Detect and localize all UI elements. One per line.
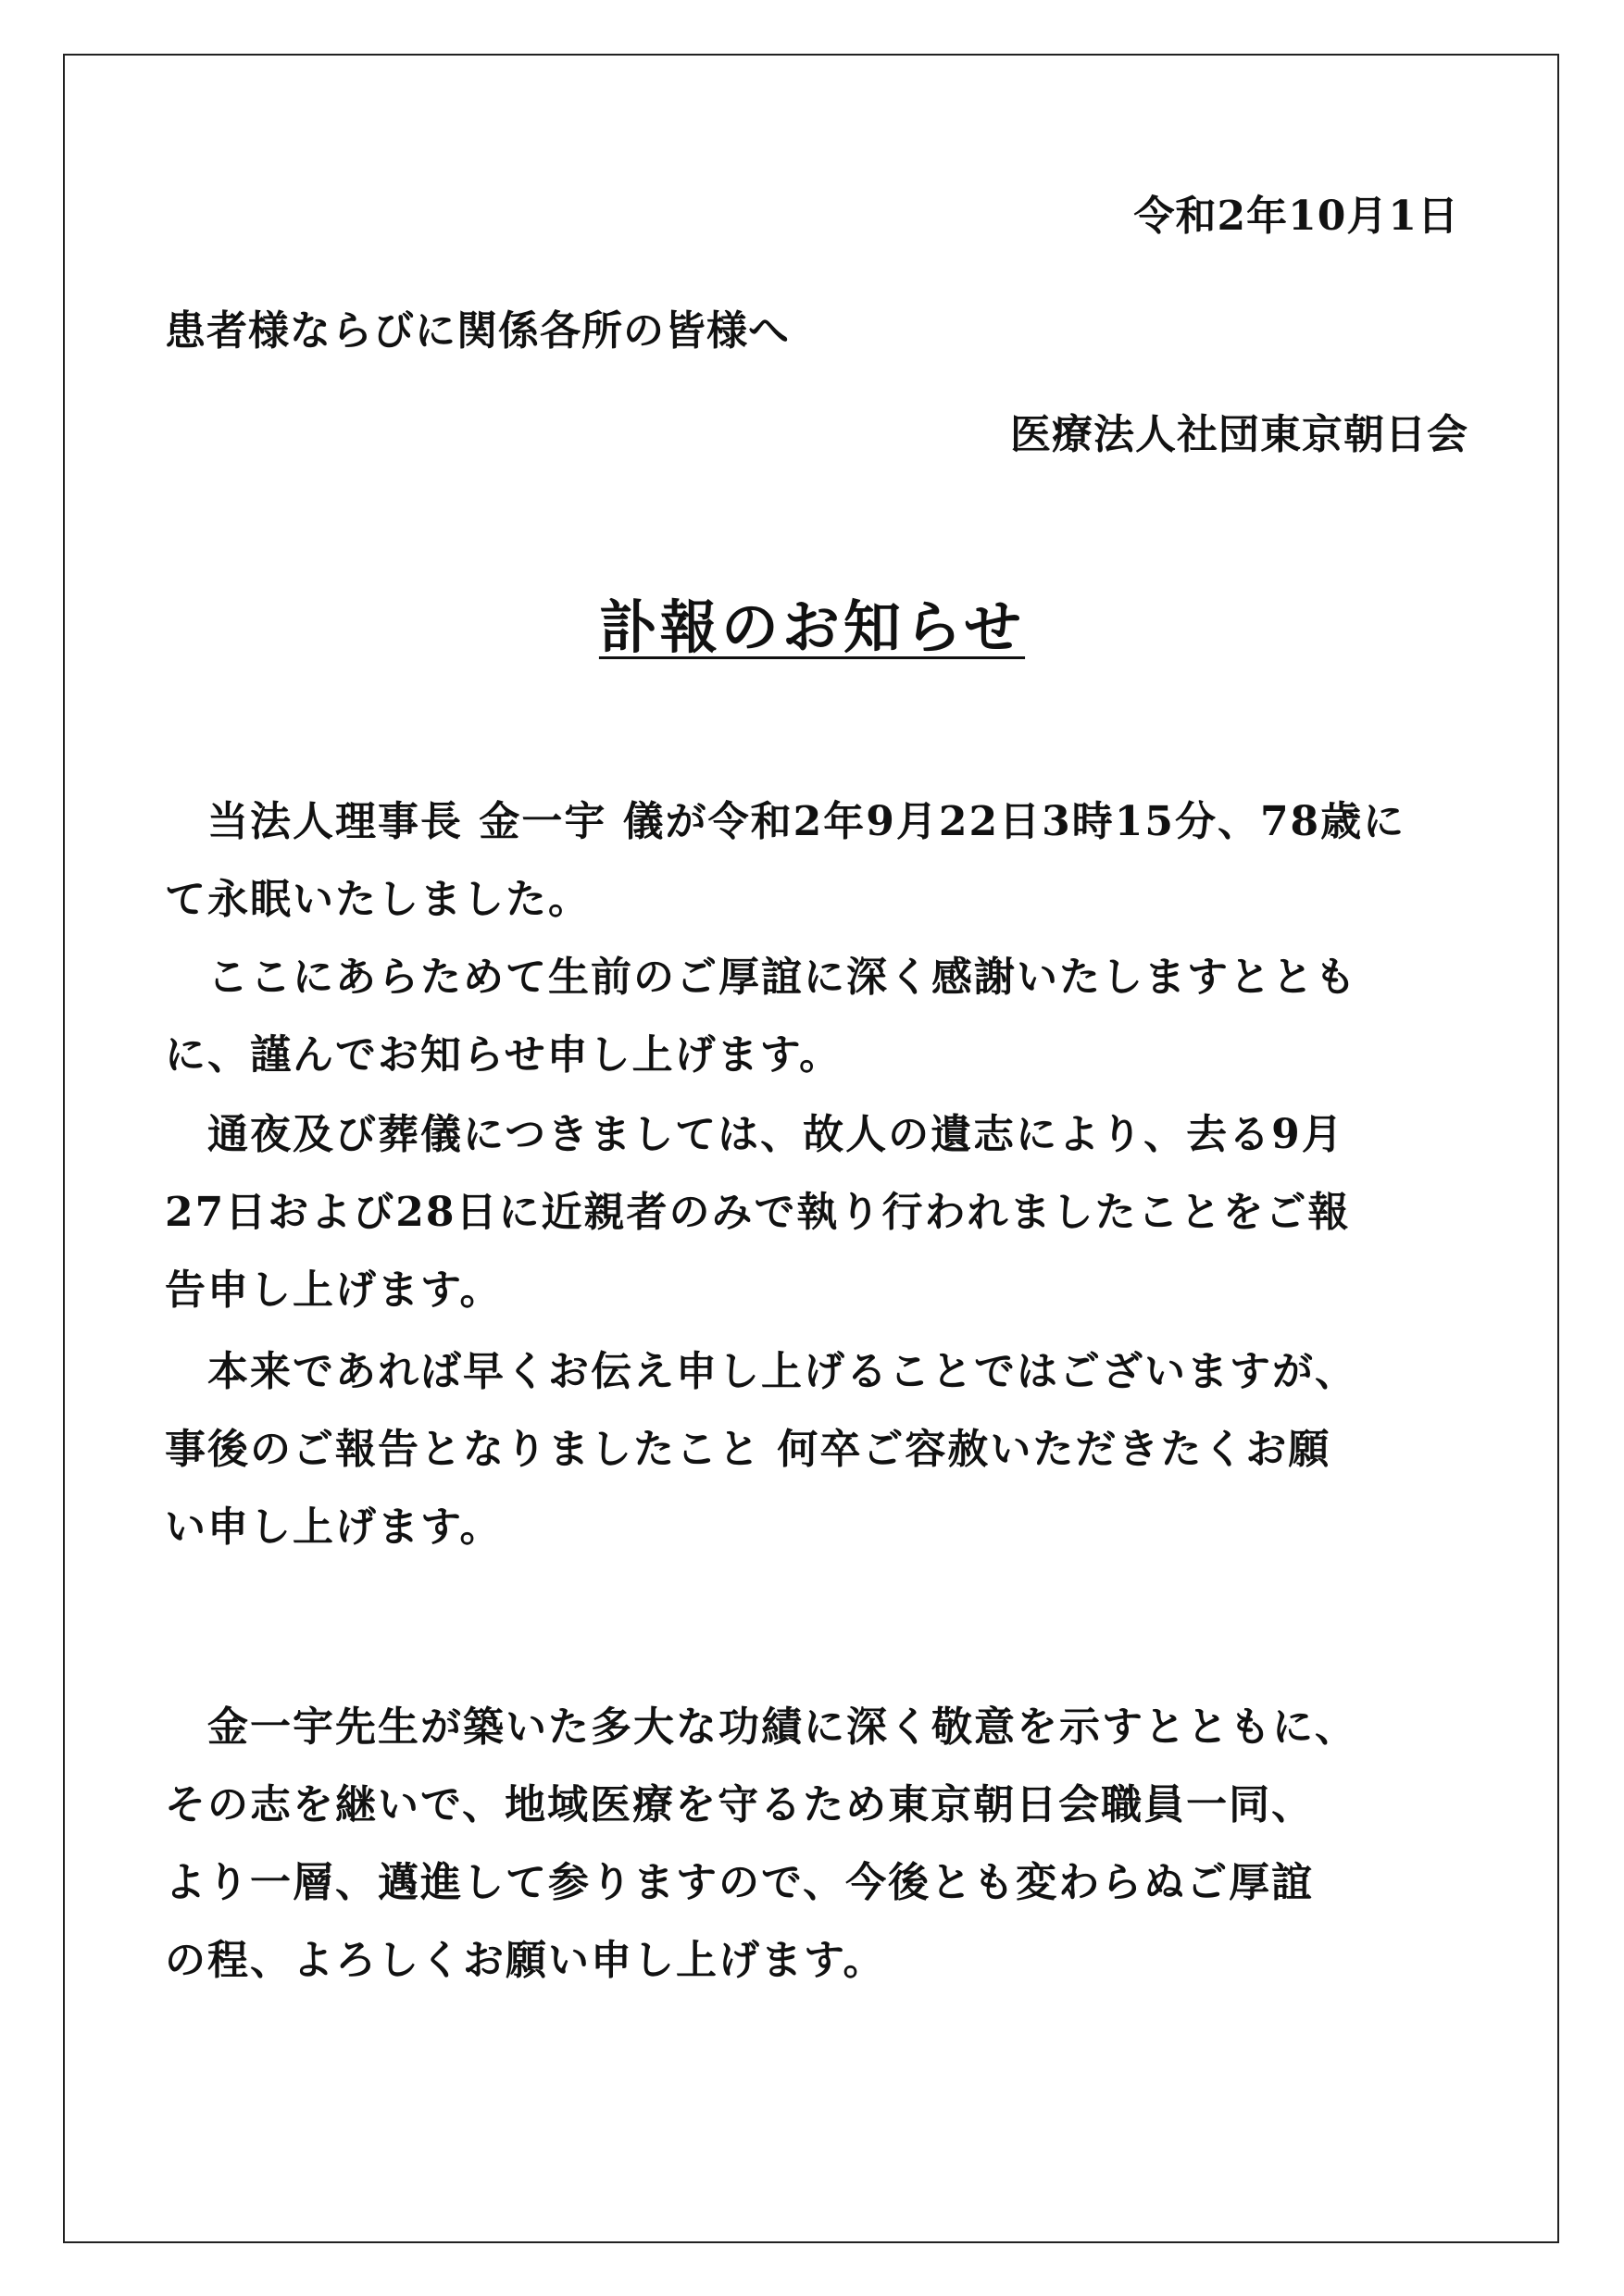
paragraph-apology: [165, 1333, 1357, 1566]
paragraph-closing: [165, 1689, 1357, 2000]
notice-title: [0, 591, 1624, 665]
paragraph-line: 27日および28日に近親者のみで執り行われましたことをご報: [165, 1189, 1351, 1236]
paragraph-line: 当法人理事長 金一宇 儀が令和2年9月22日3時15分、78歳に: [165, 798, 1406, 845]
paragraph-line: の程、よろしくお願い申し上げます。: [165, 1937, 886, 1984]
paragraph-funeral: [165, 1096, 1350, 1329]
paragraph-line: い申し上げます。: [165, 1504, 503, 1551]
paragraph-announcement: [165, 783, 1405, 1094]
paragraph-line: その志を継いで、地域医療を守るため東京朝日会職員一同、: [165, 1781, 1315, 1828]
paragraph-line: 通夜及び葬儀につきましては、故人の遺志により、去る9月: [165, 1111, 1344, 1158]
paragraph-line: より一層、邁進して参りますので、今後とも変わらぬご厚誼: [165, 1859, 1315, 1906]
notice-title-text: 訃報のお知らせ: [598, 593, 1026, 661]
recipient-line: 患者様ならびに関係各所の皆様へ: [165, 307, 790, 355]
paragraph-line: 事後のご報告となりましたこと 何卒ご容赦いただきたくお願: [165, 1426, 1331, 1473]
paragraph-line: て永眠いたしました。: [165, 876, 591, 923]
paragraph-line: 告申し上げます。: [165, 1267, 503, 1314]
sender-organization: 医療法人社団東京朝日会: [1010, 411, 1468, 458]
notice-date: 令和2年10月1日: [1133, 193, 1459, 240]
paragraph-line: 本来であれば早くお伝え申し上げることではございますが、: [165, 1348, 1357, 1395]
paragraph-line: 金一宇先生が築いた多大な功績に深く敬意を示すとともに、: [165, 1703, 1357, 1751]
paragraph-line: に、謹んでお知らせ申し上げます。: [165, 1031, 843, 1079]
paragraph-line: ここにあらためて生前のご厚誼に深く感謝いたしますととも: [165, 954, 1357, 1001]
